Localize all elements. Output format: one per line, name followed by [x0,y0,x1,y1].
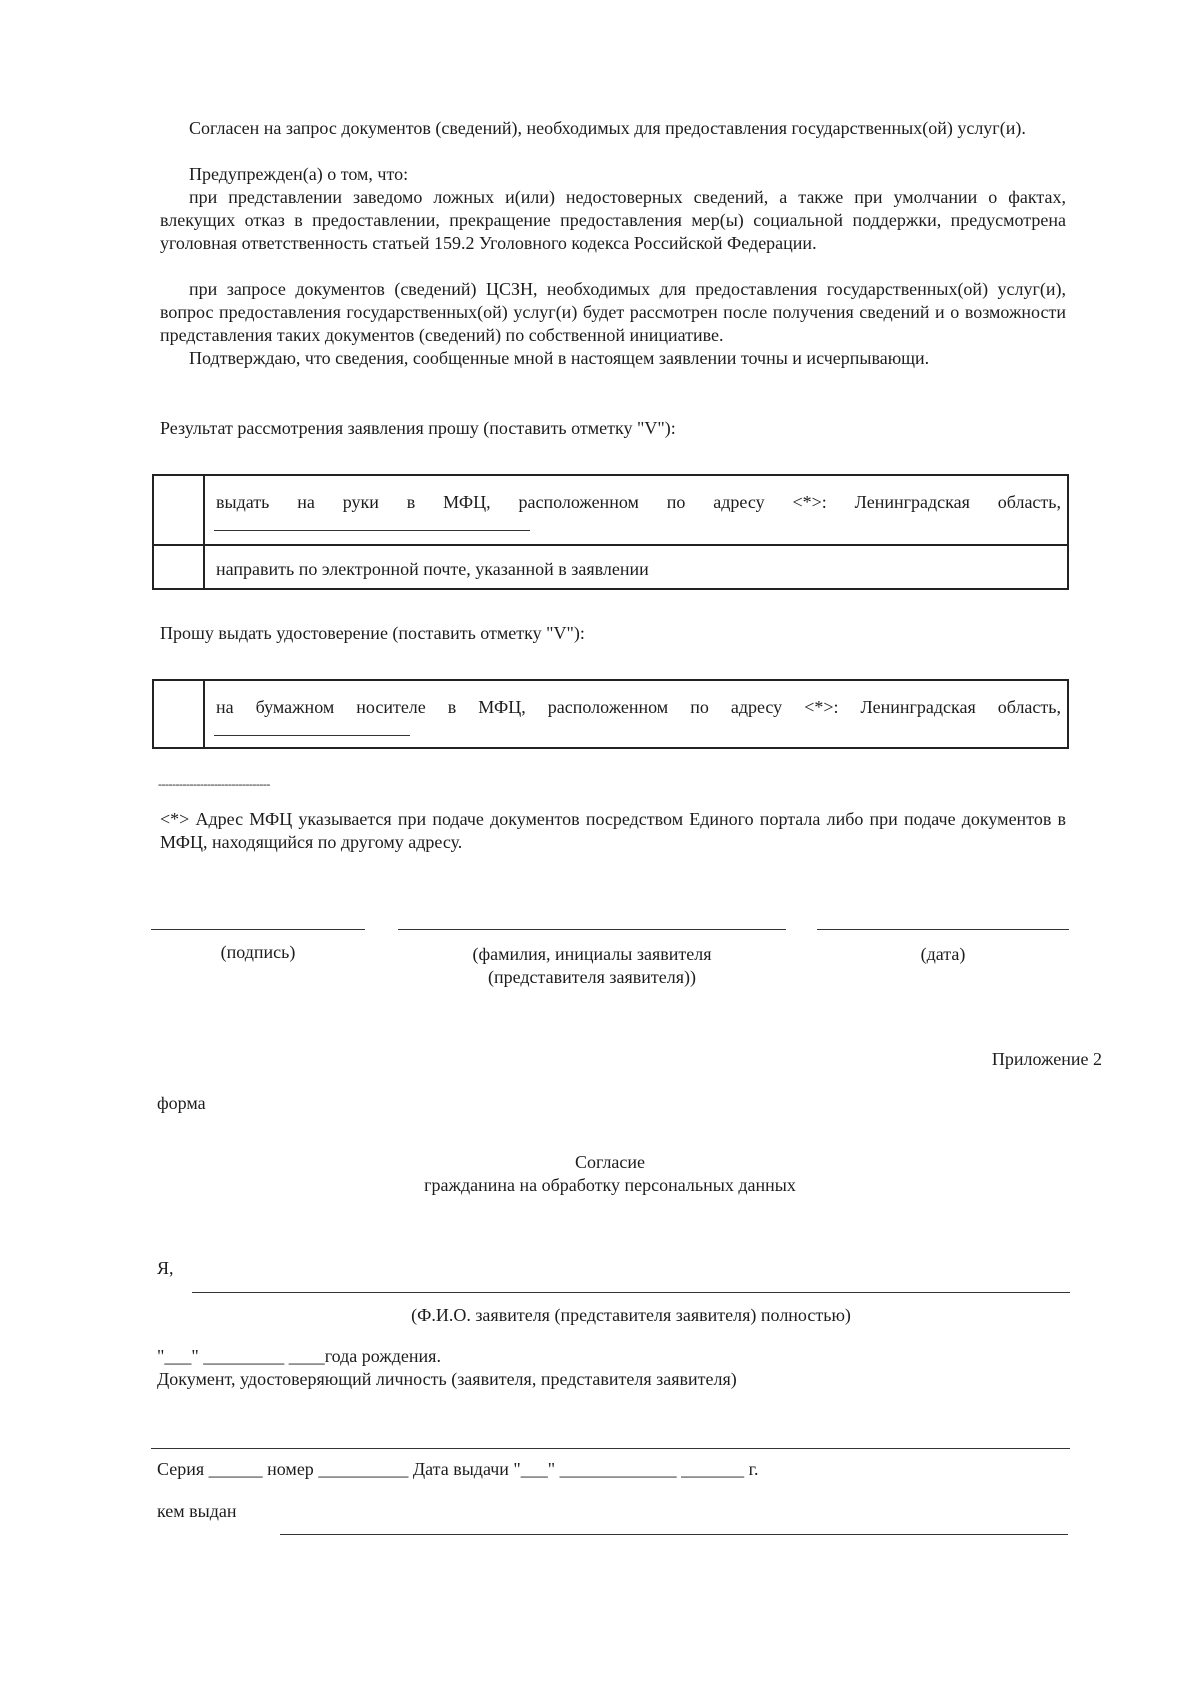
signature-line[interactable] [151,929,365,930]
certificate-section-label: Прошу выдать удостоверение (поставить отметку "V"): [160,623,585,643]
certificate-option-row [154,681,1067,747]
name-line[interactable] [398,929,786,930]
number-blank[interactable]: __________ [318,1459,409,1479]
result-option-row [154,544,1067,588]
ya-label: Я, [157,1258,174,1278]
appendix-label: Приложение 2 [991,1049,1102,1069]
form-label: форма [157,1093,206,1113]
result-option-row [154,476,1067,544]
id-document-label: Документ, удостоверяющий личность (заявителя, представителя заявителя) [157,1369,737,1389]
birth-date-blank[interactable]: "___" _________ ____ [157,1346,325,1366]
footnote-text: <*> Адрес МФЦ указывается при подаче документов посредством Единого портала либо при подаче документов в МФЦ, находящийся по другому адресу. [160,809,1066,852]
id-document-line[interactable] [151,1448,1070,1449]
certificate-option-label: на бумажном носителе в МФЦ, расположенном по адресу <*>: Ленинградская область, [216,697,1061,717]
fio-line[interactable] [192,1292,1070,1293]
issued-by-label: кем выдан [157,1501,237,1521]
consent-paragraph-4: при запросе документов (сведений) ЦСЗН, необходимых для предоставления государственных(ой) услуг(и), вопрос предоставления государственных(ой) услуг(и) будет рассмотрен после получения сведений и о возможности представления таких документов (сведений) по собственной инициативе. [160,279,1066,345]
consent-paragraph-5: Подтверждаю, что сведения, сообщенные мной в настоящем заявлении точны и исчерпывающи. [189,348,930,368]
number-label: номер [267,1459,314,1479]
address-fill-line[interactable] [214,530,530,531]
issue-date-blank[interactable]: _____________ _______ [559,1459,745,1479]
address-fill-line[interactable] [214,735,410,736]
result-section-label: Результат рассмотрения заявления прошу (поставить отметку "V"): [160,418,676,438]
consent-paragraph-1: Согласен на запрос документов (сведений), необходимых для предоставления государственных(ой) услуг(и). [189,118,1026,138]
name-caption-line-1: (фамилия, инициалы заявителя [472,944,712,964]
result-options-table [152,474,1069,590]
document-details-row [157,1459,758,1480]
birth-suffix: года рождения. [324,1346,441,1366]
result-option-label: направить по электронной почте, указанной в заявлении [216,559,649,579]
issue-date-label: Дата выдачи "___" [412,1459,556,1479]
consent-paragraph-2: Предупрежден(а) о том, что: [189,164,409,184]
result-option-checkbox[interactable] [154,476,205,544]
appendix-title-line-2: гражданина на обработку персональных данных [424,1175,796,1195]
result-option-checkbox[interactable] [154,546,205,588]
name-caption-line-2: (представителя заявителя)) [488,967,696,987]
certificate-option-checkbox[interactable] [154,681,205,747]
signature-caption: (подпись) [220,942,296,962]
series-blank[interactable]: ______ [208,1459,263,1479]
fio-caption: (Ф.И.О. заявителя (представителя заявителя) полностью) [411,1305,851,1325]
birth-date-row [157,1346,441,1367]
appendix-title [360,1151,860,1197]
footnote-rule: -------------------------------- [158,777,270,791]
series-label: Серия [157,1459,205,1479]
issued-by-line[interactable] [280,1534,1068,1535]
name-caption [398,943,786,989]
date-caption: (дата) [920,944,966,964]
result-option-label: выдать на руки в МФЦ, расположенном по адресу <*>: Ленинградская область, [216,492,1061,512]
consent-paragraph-3: при представлении заведомо ложных и(или) недостоверных сведений, а также при умолчании о фактах, влекущих отказ в предоставлении, прекращение предоставления мер(ы) социальной поддержки, предусмотрена уголовная ответственность статьей 159.2 Уголовного кодекса Российской Федерации. [160,187,1066,253]
date-line[interactable] [817,929,1069,930]
appendix-title-line-1: Согласие [574,1152,646,1172]
certificate-options-table [152,679,1069,749]
year-suffix: г. [748,1459,759,1479]
